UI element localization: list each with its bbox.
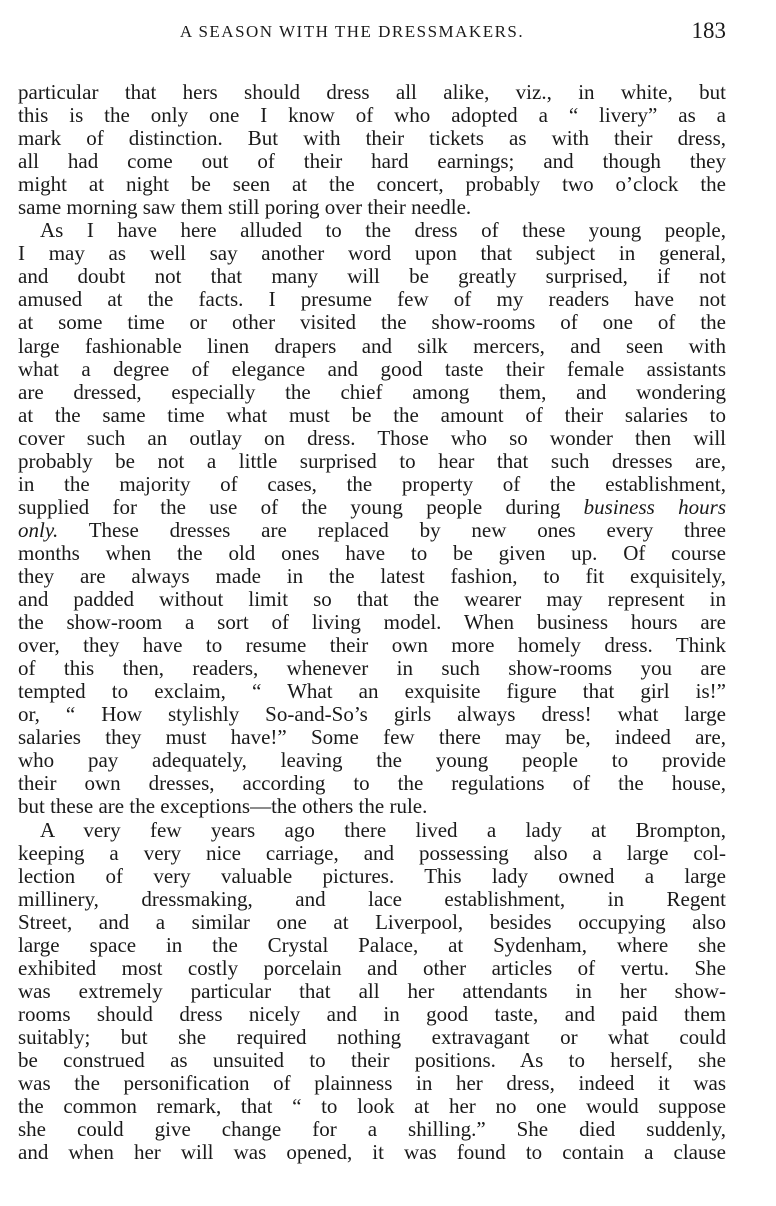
text-line [18,473,726,496]
line-text: of this then, readers, whenever in such show-rooms you are [18,657,726,681]
line-text: millinery, dressmaking, and lace establishment, in Regent [18,887,726,911]
text-line [18,196,726,219]
line-text: at some time or other visited the show-rooms of one of the [18,311,726,335]
text-line [18,1118,726,1141]
line-text: and doubt not that many will be greatly surprised, if not [18,265,726,289]
text-line [18,703,726,726]
line-text: cover such an outlay on dress. Those who so wonder then will [18,426,726,450]
text-line [18,1026,726,1049]
line-text: be construed as unsuited to their positions. As to herself, she [18,1048,726,1072]
line-text: Street, and a similar one at Liverpool, besides occupying also [18,910,726,934]
line-text: large space in the Crystal Palace, at Sydenham, where she [18,933,726,957]
text-line [18,404,726,427]
text-line [18,1141,726,1164]
text-line [18,588,726,611]
line-text: and when her will was opened, it was found to contain a clause [18,1141,726,1165]
line-text: These dresses are replaced by new ones every three [58,518,726,542]
running-head [18,18,726,48]
line-text: lection of very valuable pictures. This lady owned a large [18,864,726,888]
text-line [18,1003,726,1026]
text-line [18,911,726,934]
text-line [18,819,726,842]
line-text: I may as well say another word upon that subject in general, [18,242,726,266]
text-line [18,1072,726,1095]
text-line [18,772,726,795]
text-line [18,542,726,565]
text-line [18,634,726,657]
text-line [18,496,726,519]
text-line [18,957,726,980]
text-line [18,427,726,450]
line-text: in the majority of cases, the property of the establishment, [18,472,726,496]
text-line [18,565,726,588]
line-text: what a degree of elegance and good taste their female assistants [18,357,726,381]
text-line [18,980,726,1003]
text-line [18,749,726,772]
line-text: they are always made in the latest fashion, to fit exquisitely, [18,564,726,588]
text-line [18,104,726,127]
text-line [18,888,726,911]
line-text: all had come out of their hard earnings; and though they [18,150,726,174]
line-text: probably be not a little surprised to hear that such dresses are, [18,449,726,473]
body-text [18,81,726,1164]
text-line [18,127,726,150]
line-text: mark of distinction. But with their tickets as with their dress, [18,127,726,151]
italic-text: business hours [583,495,726,519]
line-text: suitably; but she required nothing extravagant or what could [18,1025,726,1049]
line-text: at the same time what must be the amount of their salaries to [18,403,726,427]
line-text: might at night be seen at the concert, probably two o’clock the [18,173,726,197]
line-text: this is the only one I know of who adopted a “ livery” as a [18,104,726,128]
line-text: the show-room a sort of living model. When business hours are [18,611,726,635]
line-text: and padded without limit so that the wearer may represent in [18,588,726,612]
text-line [18,288,726,311]
line-text: rooms should dress nicely and in good taste, and paid them [18,1002,726,1026]
text-line [18,795,726,818]
line-text: over, they have to resume their own more homely dress. Think [18,634,726,658]
text-line [18,934,726,957]
running-title: A SEASON WITH THE DRESSMAKERS. [179,22,525,41]
line-text: same morning saw them still poring over their needle. [18,196,472,220]
line-text: was extremely particular that all her attendants in her show- [18,979,726,1003]
text-line [18,1095,726,1118]
book-page [18,18,726,1164]
text-line [18,311,726,334]
line-text: salaries they must have!” Some few there may be, indeed are, [18,726,726,750]
text-line [18,358,726,381]
line-text: exhibited most costly porcelain and other articles of vertu. She [18,956,726,980]
line-text: supplied for the use of the young people during [18,495,561,519]
text-line [18,173,726,196]
line-text: amused at the facts. I presume few of my readers have not [18,288,726,312]
line-text: months when the old ones have to be given up. Of course [18,541,726,565]
text-line [18,381,726,404]
line-text: was the personification of plainness in her dress, indeed it was [18,1072,726,1096]
text-line [18,842,726,865]
line-text: their own dresses, according to the regulations of the house, [18,772,726,796]
line-text: large fashionable linen drapers and silk mercers, and seen with [18,334,726,358]
line-text: are dressed, especially the chief among them, and wondering [18,380,726,404]
text-line [18,450,726,473]
text-line [18,81,726,104]
text-line [18,335,726,358]
text-line [18,1049,726,1072]
text-line [18,242,726,265]
page-number: 183 [691,18,726,43]
text-line [18,265,726,288]
text-line [18,519,726,542]
text-line [18,726,726,749]
line-text: the common remark, that “ to look at her no one would suppose [18,1095,726,1119]
line-text: who pay adequately, leaving the young people to provide [18,749,726,773]
line-text: particular that hers should dress all alike, viz., in white, but [18,81,726,104]
line-text: A very few years ago there lived a lady at Brompton, [40,818,726,842]
text-line [18,611,726,634]
line-text: she could give change for a shilling.” She died suddenly, [18,1118,726,1142]
line-text: keeping a very nice carriage, and possessing also a large col- [18,841,726,865]
text-line [18,219,726,242]
text-line [18,150,726,173]
text-line [18,865,726,888]
line-text: tempted to exclaim, “ What an exquisite figure that girl is!” [18,680,726,704]
line-text: or, “ How stylishly So-and-So’s girls always dress! what large [18,703,726,727]
line-text: As I have here alluded to the dress of these young people, [40,219,726,243]
line-text: but these are the exceptions—the others the rule. [18,795,428,819]
text-line [18,657,726,680]
text-line [18,680,726,703]
italic-text: only. [18,518,59,542]
